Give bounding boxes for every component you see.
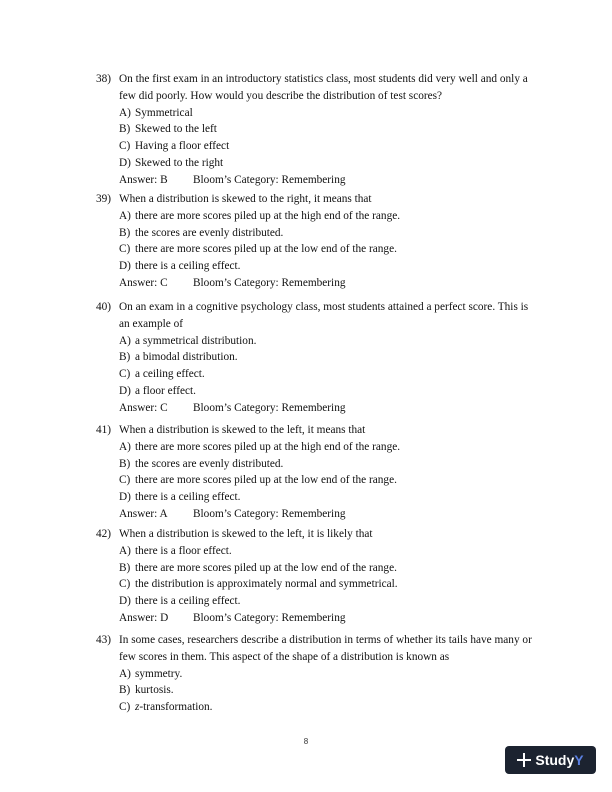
- option-b: [119, 456, 536, 473]
- option-letter: B): [119, 123, 131, 136]
- option-d: [119, 383, 536, 400]
- option-text-rest: -transformation.: [139, 701, 213, 714]
- answer-key: Answer: C: [119, 401, 168, 414]
- option-c: [119, 699, 536, 716]
- question-text: When a distribution is skewed to the right, it means that: [119, 193, 372, 205]
- option-text-italic: z: [135, 701, 140, 714]
- question-stem: [96, 191, 536, 208]
- answer-key: Answer: D: [119, 611, 169, 624]
- option-text: there are more scores piled up at the high end of the range.: [135, 209, 401, 222]
- plus-icon: [517, 753, 531, 767]
- option-letter: A): [119, 544, 131, 557]
- bloom-category: Bloom’s Category: Remembering: [193, 507, 346, 520]
- option-letter: A): [119, 667, 131, 680]
- option-letter: D): [119, 595, 131, 608]
- question-stem: [96, 632, 536, 666]
- option-c: [119, 138, 536, 155]
- option-letter: D): [119, 260, 131, 273]
- answer-line: [119, 506, 536, 523]
- option-d: [119, 155, 536, 172]
- option-a: [119, 208, 536, 225]
- option-text: a bimodal distribution.: [135, 351, 238, 364]
- answer-key: Answer: B: [119, 173, 168, 186]
- answer-line: [119, 172, 536, 189]
- answer-line: [119, 275, 536, 292]
- option-text: there are more scores piled up at the low end of the range.: [135, 474, 397, 487]
- option-letter: C): [119, 578, 131, 591]
- option-text: symmetry.: [135, 667, 183, 680]
- option-d: [119, 258, 536, 275]
- option-letter: A): [119, 106, 131, 119]
- option-c: [119, 241, 536, 258]
- option-a: [119, 333, 536, 350]
- question-text: On the first exam in an introductory statistics class, most students did very well and only a few did poorly. How would you describe the distribution of test scores?: [119, 73, 528, 102]
- option-letter: A): [119, 209, 131, 222]
- bloom-category: Bloom’s Category: Remembering: [193, 276, 346, 289]
- option-letter: B): [119, 351, 131, 364]
- question-stem: [96, 422, 536, 439]
- option-text: there are more scores piled up at the low end of the range.: [135, 243, 397, 256]
- option-text: a floor effect.: [135, 384, 196, 397]
- option-text: kurtosis.: [135, 684, 174, 697]
- answer-key: Answer: A: [119, 507, 168, 520]
- option-b: [119, 682, 536, 699]
- option-a: [119, 439, 536, 456]
- option-text: there are more scores piled up at the high end of the range.: [135, 440, 401, 453]
- option-text: Symmetrical: [135, 106, 193, 119]
- question-40: [96, 299, 536, 417]
- option-text: [135, 699, 213, 716]
- option-b: [119, 349, 536, 366]
- option-letter: C): [119, 243, 131, 256]
- option-text: there are more scores piled up at the low end of the range.: [135, 561, 397, 574]
- bloom-category: Bloom’s Category: Remembering: [193, 611, 346, 624]
- question-41: [96, 422, 536, 523]
- option-b: [119, 121, 536, 138]
- answer-key: Answer: C: [119, 276, 168, 289]
- question-number: 41): [96, 424, 112, 436]
- question-42: [96, 526, 536, 627]
- option-text: there is a floor effect.: [135, 544, 232, 557]
- question-number: 43): [96, 634, 112, 646]
- option-letter: B): [119, 684, 131, 697]
- question-text: When a distribution is skewed to the left, it means that: [119, 424, 366, 436]
- option-letter: D): [119, 156, 131, 169]
- option-d: [119, 489, 536, 506]
- brand-prefix: Study: [535, 752, 575, 768]
- answer-line: [119, 610, 536, 627]
- question-number: 39): [96, 193, 112, 205]
- option-b: [119, 560, 536, 577]
- option-text: there is a ceiling effect.: [135, 595, 241, 608]
- option-text: there is a ceiling effect.: [135, 491, 241, 504]
- option-c: [119, 576, 536, 593]
- question-39: [96, 191, 536, 292]
- option-text: a ceiling effect.: [135, 368, 205, 381]
- option-c: [119, 366, 536, 383]
- question-stem: [96, 71, 536, 105]
- option-text: a symmetrical distribution.: [135, 334, 257, 347]
- option-text: the scores are evenly distributed.: [135, 226, 284, 239]
- answer-line: [119, 400, 536, 417]
- brand-suffix: Y: [574, 752, 584, 768]
- option-d: [119, 593, 536, 610]
- brand-text: [535, 752, 583, 768]
- option-letter: C): [119, 474, 131, 487]
- option-c: [119, 472, 536, 489]
- option-letter: B): [119, 561, 131, 574]
- question-number: 40): [96, 301, 112, 313]
- option-a: [119, 543, 536, 560]
- option-letter: B): [119, 226, 131, 239]
- option-letter: A): [119, 334, 131, 347]
- question-number: 42): [96, 528, 112, 540]
- option-letter: C): [119, 140, 131, 153]
- question-43: [96, 632, 536, 716]
- option-text: the distribution is approximately normal and symmetrical.: [135, 578, 398, 591]
- question-38: [96, 71, 536, 189]
- bloom-category: Bloom’s Category: Remembering: [193, 401, 346, 414]
- bloom-category: Bloom’s Category: Remembering: [193, 173, 346, 186]
- option-letter: C): [119, 701, 131, 714]
- option-text: the scores are evenly distributed.: [135, 457, 284, 470]
- question-stem: [96, 526, 536, 543]
- option-letter: C): [119, 368, 131, 381]
- question-text: When a distribution is skewed to the left, it is likely that: [119, 528, 373, 540]
- option-text: Skewed to the right: [135, 156, 224, 169]
- question-text: On an exam in a cognitive psychology class, most students attained a perfect score. This is an example of: [119, 301, 529, 330]
- option-letter: D): [119, 491, 131, 504]
- studyx-logo: [505, 746, 596, 774]
- option-letter: A): [119, 440, 131, 453]
- question-number: 38): [96, 73, 112, 85]
- option-letter: D): [119, 384, 131, 397]
- option-text: Skewed to the left: [135, 123, 217, 136]
- question-stem: [96, 299, 536, 333]
- option-b: [119, 225, 536, 242]
- option-text: Having a floor effect: [135, 140, 230, 153]
- question-text: In some cases, researchers describe a distribution in terms of whether its tails have many or few scores in them. This aspect of the shape of a distribution is known as: [119, 634, 532, 663]
- page-number: 8: [303, 737, 309, 746]
- option-a: [119, 666, 536, 683]
- option-a: [119, 105, 536, 122]
- option-letter: B): [119, 457, 131, 470]
- option-text: there is a ceiling effect.: [135, 260, 241, 273]
